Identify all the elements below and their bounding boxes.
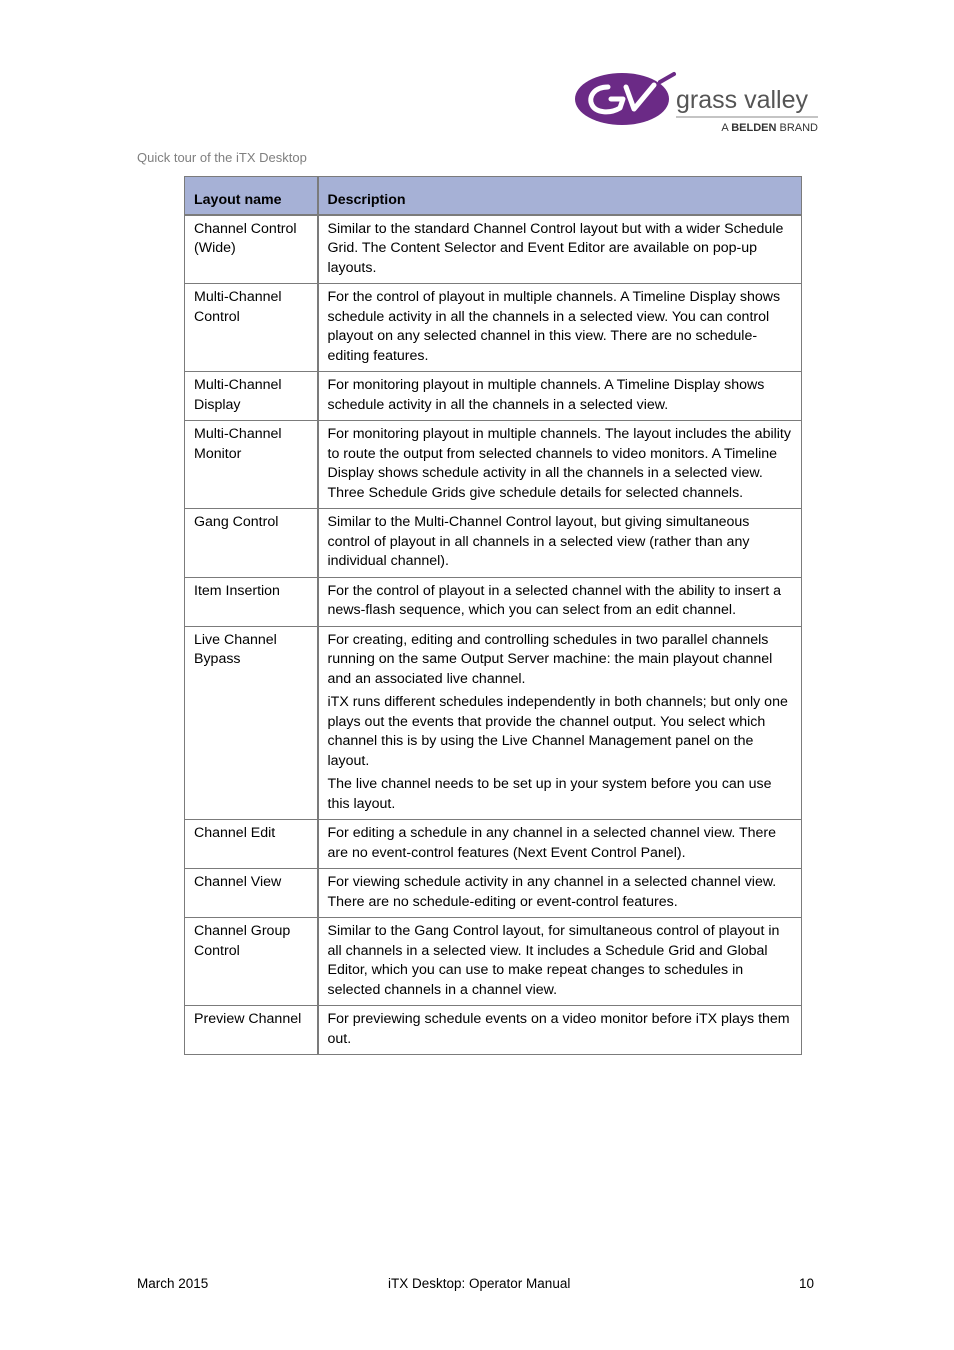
description-paragraph: iTX runs different schedules independently in both channels; but only one plays out the events that provide the channel output. You select which channel this is by using the Live Channel Management panel on the layout. bbox=[327, 694, 788, 769]
layout-name-cell: Preview Channel bbox=[185, 1006, 318, 1055]
layout-name-cell: Live Channel Bypass bbox=[185, 626, 318, 820]
layout-name-cell: Channel Control (Wide) bbox=[185, 215, 318, 284]
table-header-row bbox=[185, 177, 802, 215]
layouts-table bbox=[184, 176, 802, 1055]
layout-name-cell: Channel Group Control bbox=[185, 918, 318, 1006]
table-row bbox=[185, 372, 802, 421]
table-row bbox=[185, 284, 802, 372]
description-paragraph: Similar to the standard Channel Control layout but with a wider Schedule Grid. The Content Selector and Event Editor are available on pop-up layouts. bbox=[327, 220, 784, 276]
section-header: Quick tour of the iTX Desktop bbox=[137, 150, 307, 165]
description-paragraph: Similar to the Multi-Channel Control layout, but giving simultaneous control of playout in all channels in a selected view (rather than any individual channel). bbox=[327, 514, 750, 569]
description-cell bbox=[318, 577, 802, 626]
footer-date: March 2015 bbox=[137, 1276, 209, 1291]
layout-name-cell: Multi-Channel Display bbox=[185, 372, 318, 421]
description-paragraph: For editing a schedule in any channel in a selected channel view. There are no event-control features (Next Event Control Panel). bbox=[327, 825, 777, 861]
description-paragraph: For monitoring playout in multiple channels. The layout includes the ability to route the output from selected channels to video monitors. A Timeline Display shows schedule activity in all the channels in a selected view. Three Schedule Grids give schedule details for selected channels. bbox=[327, 426, 791, 501]
layout-name-cell: Channel Edit bbox=[185, 820, 318, 869]
description-cell bbox=[318, 820, 802, 869]
logo-brand-text: grass valley bbox=[676, 86, 808, 114]
description-cell bbox=[318, 869, 802, 918]
grass-valley-logo bbox=[574, 70, 820, 136]
description-cell bbox=[318, 284, 802, 372]
description-paragraph: For previewing schedule events on a video monitor before iTX plays them out. bbox=[327, 1011, 790, 1047]
description-paragraph: For viewing schedule activity in any channel in a selected channel view. There are no schedule-editing or event-control features. bbox=[327, 874, 777, 910]
description-cell bbox=[318, 1006, 802, 1055]
table-row bbox=[185, 869, 802, 918]
table-row bbox=[185, 1006, 802, 1055]
description-cell bbox=[318, 215, 802, 284]
table-row bbox=[185, 918, 802, 1006]
layout-name-cell: Item Insertion bbox=[185, 577, 318, 626]
description-cell bbox=[318, 918, 802, 1006]
table-row bbox=[185, 215, 802, 284]
description-paragraph: For the control of playout in a selected channel with the ability to insert a news-flash sequence, which you can select from an edit channel. bbox=[327, 582, 781, 618]
description-paragraph: For the control of playout in multiple channels. A Timeline Display shows schedule activity in all the channels in a selected view. You can control playout on any selected channel in this view. There are no schedule-editing features. bbox=[327, 289, 781, 364]
layout-name-cell: Channel View bbox=[185, 869, 318, 918]
gv-emblem-icon bbox=[575, 73, 674, 125]
layout-name-cell: Multi-Channel Monitor bbox=[185, 421, 318, 509]
description-cell bbox=[318, 626, 802, 820]
footer-title: iTX Desktop: Operator Manual bbox=[388, 1276, 571, 1291]
table-row bbox=[185, 820, 802, 869]
description-cell bbox=[318, 421, 802, 509]
description-paragraph: For monitoring playout in multiple channels. A Timeline Display shows schedule activity in all the channels in a selected view. bbox=[327, 377, 765, 413]
description-cell bbox=[318, 509, 802, 578]
table-body bbox=[185, 215, 802, 1055]
description-paragraph: The live channel needs to be set up in your system before you can use this layout. bbox=[327, 776, 772, 812]
table-row bbox=[185, 421, 802, 509]
logo-tagline: A BELDEN BRAND bbox=[721, 122, 818, 134]
description-cell bbox=[318, 372, 802, 421]
description-paragraph: For creating, editing and controlling schedules in two parallel channels running on the same Output Server machine: the main playout channel and an associated live channel. bbox=[327, 631, 773, 687]
layout-name-cell: Gang Control bbox=[185, 509, 318, 578]
table-row bbox=[185, 626, 802, 820]
footer-page-number: 10 bbox=[799, 1276, 815, 1291]
table-row bbox=[185, 577, 802, 626]
table-row bbox=[185, 509, 802, 578]
column-header-description: Description bbox=[318, 177, 802, 215]
description-paragraph: Similar to the Gang Control layout, for simultaneous control of playout in all channels in a selected view. It includes a Schedule Grid and Global Editor, which you can use to make repeat changes to schedules in selected channels in a channel view. bbox=[327, 923, 780, 998]
column-header-layout-name: Layout name bbox=[185, 177, 318, 215]
layout-name-cell: Multi-Channel Control bbox=[185, 284, 318, 372]
